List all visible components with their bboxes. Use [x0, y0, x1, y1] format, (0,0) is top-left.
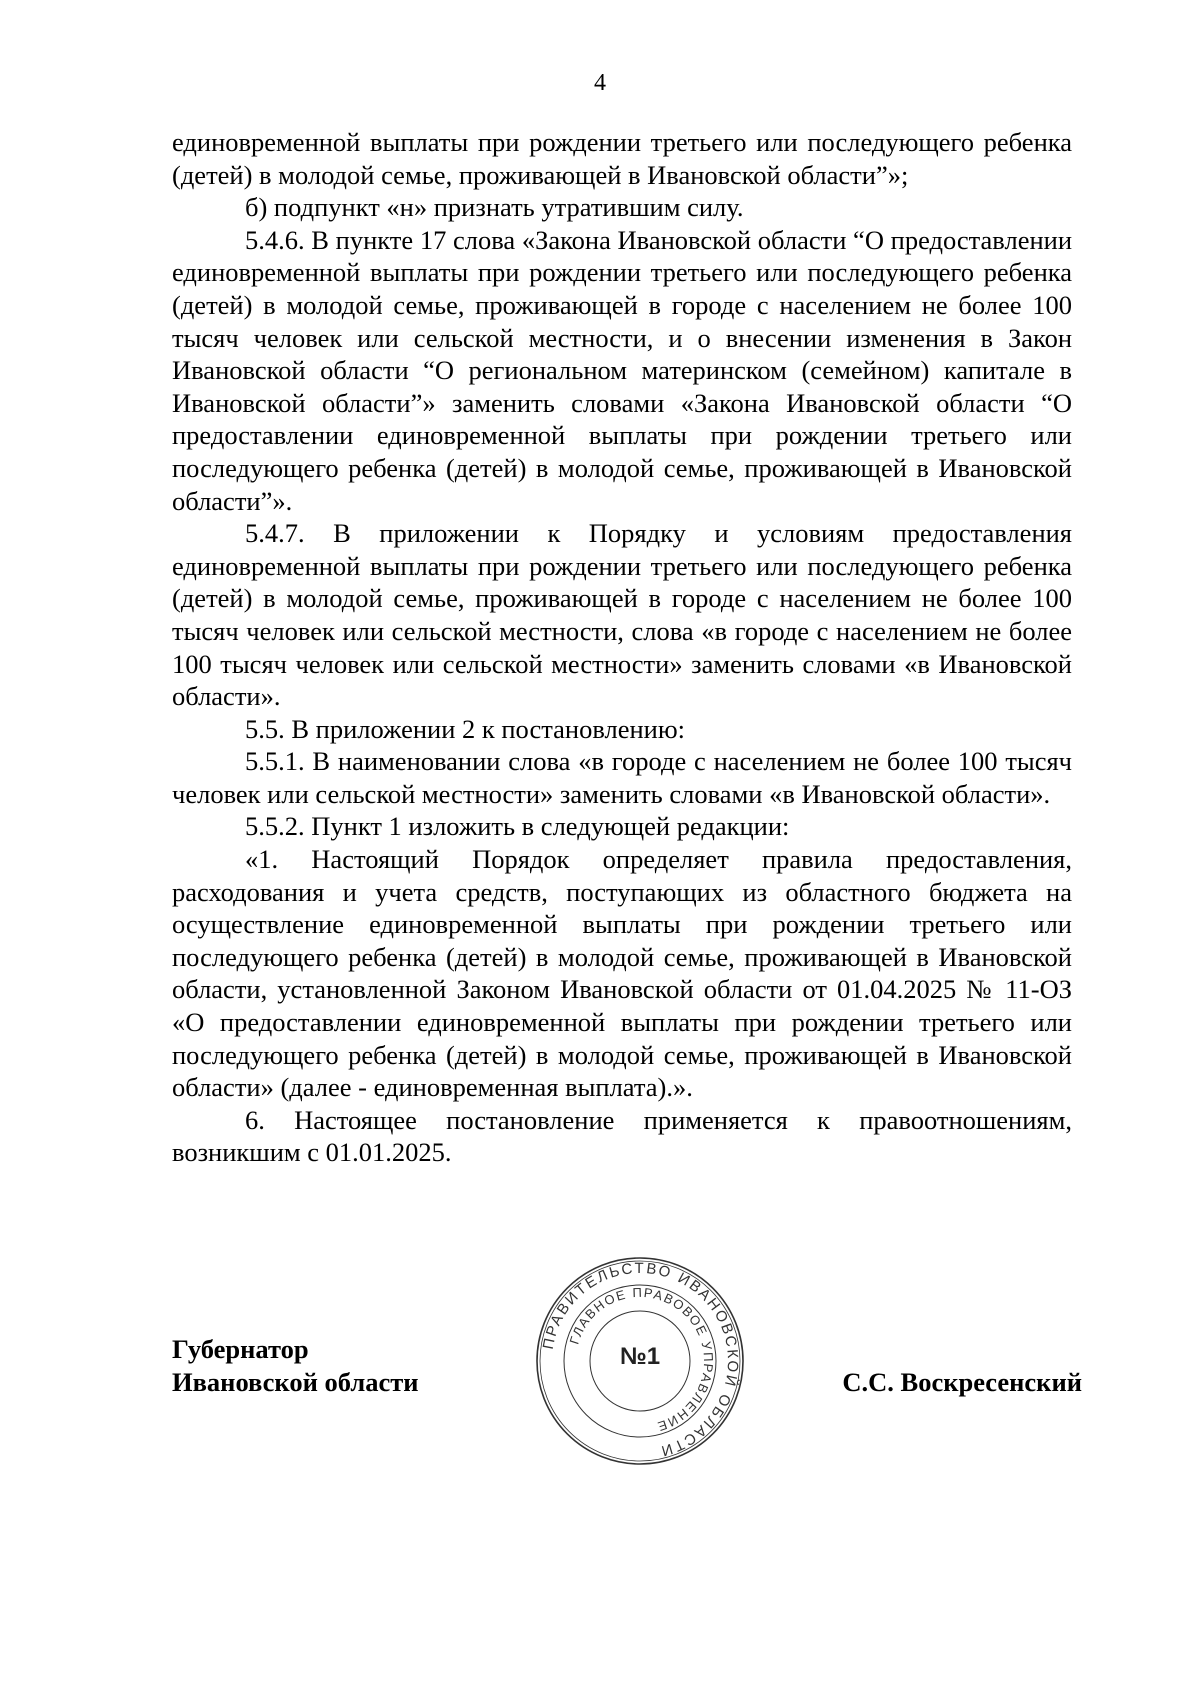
- page-number: 4: [594, 70, 606, 96]
- paragraph-6: 6. Настоящее постановление применяется к правоотношениям, возникшим с 01.01.2025.: [172, 1104, 1072, 1168]
- document-body: [172, 126, 1072, 1169]
- paragraph-5-4-6: 5.4.6. В пункте 17 слова «Закона Ивановской области “О предоставлении единовременной выплаты при рождении третьего или последующего ребенка (детей) в молодой семье, проживающей в городе с населением не более 100 тысяч человек или сельской местности, и о внесении изменения в Закон Ивановской области “О региональном материнском (семейном) капитале в Ивановской области”» заменить словами «Закона Ивановской области “О предоставлении единовременной выплаты при рождении третьего или последующего ребенка (детей) в молодой семье, проживающей в Ивановской области”».: [172, 224, 1072, 516]
- seal-outer-text: ПРАВИТЕЛЬСТВО ИВАНОВСКОЙ ОБЛАСТИ: [539, 1259, 742, 1460]
- paragraph-subpoint-b: б) подпункт «н» признать утратившим силу.: [245, 192, 744, 223]
- paragraph-5-5: 5.5. В приложении 2 к постановлению:: [245, 713, 685, 744]
- seal-number: №1: [619, 1343, 661, 1370]
- signer-title: [172, 1333, 419, 1398]
- paragraph-continuation: единовременной выплаты при рождении третьего или последующего ребенка (детей) в молодой семье, проживающей в Ивановской области”»;: [172, 127, 1072, 190]
- paragraph-5-5-2: 5.5.2. Пункт 1 изложить в следующей редакции:: [245, 811, 790, 842]
- paragraph-5-5-1: 5.5.1. В наименовании слова «в городе с населением не более 100 тысяч человек или сельской местности» заменить словами «в Ивановской области».: [172, 746, 1072, 809]
- seal-inner-text: ГЛАВНОЕ ПРАВОВОЕ УПРАВЛЕНИЕ: [566, 1284, 717, 1435]
- signer-name: С.С. Воскресенский: [842, 1367, 1082, 1397]
- official-seal: [534, 1255, 746, 1467]
- signer-title-line1: Губернатор: [172, 1334, 309, 1364]
- signer-title-line2: Ивановской области: [172, 1366, 419, 1397]
- paragraph-new-point-1: «1. Настоящий Порядок определяет правила предоставления, расходования и учета средств, поступающих из областного бюджета на осуществление единовременной выплаты при рождении третьего или последующего ребенка (детей) в молодой семье, проживающей в Ивановской области, установленной Законом Ивановской области от 01.04.2025 № 11-ОЗ «О предоставлении единовременной выплаты при рождении третьего или последующего ребенка (детей) в молодой семье, проживающей в Ивановской области» (далее - единовременная выплата).».: [172, 844, 1072, 1103]
- signature-block: [172, 1245, 1082, 1475]
- paragraph-5-4-7: 5.4.7. В приложении к Порядку и условиям предоставления единовременной выплаты при рождении третьего или последующего ребенка (детей) в молодой семье, проживающей в городе с населением не более 100 тысяч человек или сельской местности, слова «в городе с населением не более 100 тысяч человек или сельской местности» заменить словами «в Ивановской области».: [172, 518, 1072, 712]
